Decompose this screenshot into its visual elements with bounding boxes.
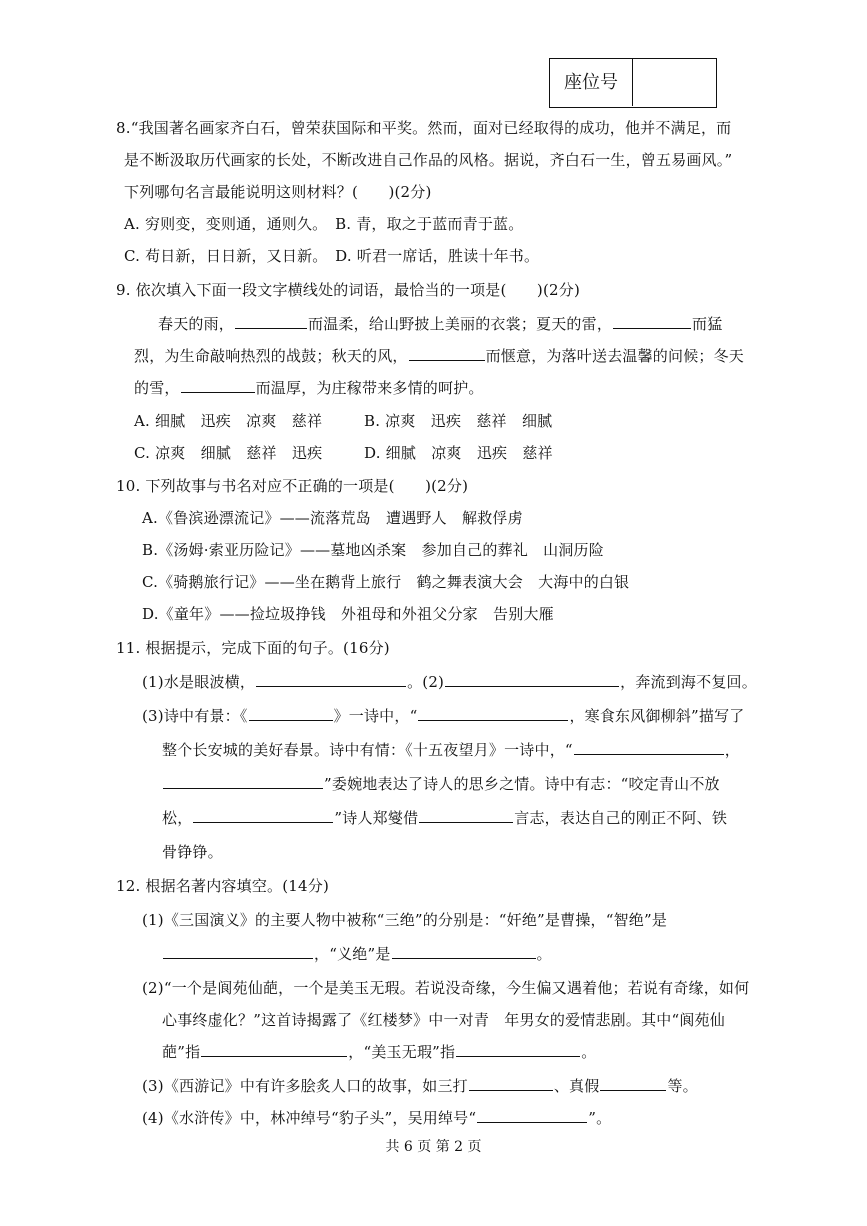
q11-blank-6[interactable] (163, 774, 323, 789)
q11-line4 (162, 774, 720, 794)
q11-blank-5[interactable] (574, 740, 724, 755)
q12-text: 等。 (667, 1077, 698, 1095)
q11-blank-4[interactable] (418, 706, 568, 721)
q12-blank-3[interactable] (201, 1042, 347, 1057)
q11-blank-2[interactable] (445, 672, 619, 687)
q10-option-c: C.《骑鹅旅行记》——坐在鹅背上旅行 鹤之舞表演大会 大海中的白银 (142, 573, 630, 591)
q10-option-b: B.《汤姆·索亚历险记》——墓地凶杀案 参加自己的葬礼 山洞历险 (142, 541, 604, 559)
q12-text: (3)《西游记》中有许多脍炙人口的故事，如三打 (142, 1077, 468, 1095)
q12-line5 (162, 1042, 596, 1062)
q11-text: ， (724, 741, 740, 759)
q9-text: 的雪， (134, 379, 180, 397)
q10-option-d: D.《童年》——捡垃圾挣钱 外祖母和外祖父分家 告别大雁 (142, 605, 554, 623)
q11-text: ，奔流到海不复回。 (620, 673, 757, 691)
q9-text: 而猛 (692, 315, 723, 333)
q10-stem: 10. 下列故事与书名对应不正确的一项是( )(2分) (116, 477, 469, 495)
q8-stem-line2: 是不断汲取历代画家的长处，不断改进自己作品的风格。据说，齐白石一生，曾五易画风。” (124, 151, 733, 169)
q9-blank-1[interactable] (235, 314, 307, 329)
q11-text: ，寒食东风御柳斜”描写了 (569, 707, 745, 725)
q12-text: 。 (581, 1043, 597, 1061)
q12-text: ”。 (588, 1109, 612, 1127)
q9-option-d: D. 细腻 凉爽 迅疾 慈祥 (364, 444, 553, 462)
q8-stem-line1: 8.“我国著名画家齐白石，曾荣获国际和平奖。然而，面对已经取得的成功，他并不满足，而 (116, 119, 732, 137)
q9-stem: 9. 依次填入下面一段文字横线处的词语，最恰当的一项是( )(2分) (116, 281, 581, 299)
q11-text: 整个长安城的美好春景。诗中有情：《十五夜望月》一诗中，“ (162, 741, 573, 759)
q8-stem-line3: 下列哪句名言最能说明这则材料？( )(2分) (124, 183, 432, 201)
q9-blank-2[interactable] (613, 314, 691, 329)
q9-text: 春天的雨， (158, 315, 235, 333)
q9-text: 烈，为生命敲响热烈的战鼓；秋天的风， (134, 347, 408, 365)
q12-text: ，“美玉无瑕”指 (348, 1043, 456, 1061)
q11-text: 松， (162, 809, 193, 827)
seat-number-label: 座位号 (550, 59, 633, 106)
q9-blank-4[interactable] (181, 378, 255, 393)
q12-blank-7[interactable] (477, 1108, 587, 1123)
q11-line6: 骨铮铮。 (162, 843, 223, 861)
seat-number-box (549, 58, 717, 108)
q12-line6 (142, 1076, 698, 1096)
q11-line5 (162, 808, 727, 828)
q11-blank-7[interactable] (193, 808, 333, 823)
q12-blank-4[interactable] (456, 1042, 580, 1057)
q12-blank-1[interactable] (163, 944, 313, 959)
q12-text: 。 (536, 945, 552, 963)
q9-option-a: A. 细腻 迅疾 凉爽 慈祥 (134, 412, 323, 430)
q11-blank-3[interactable] (249, 706, 333, 721)
q9-passage-line3 (134, 378, 484, 398)
q9-passage-line1 (158, 314, 722, 334)
q10-option-a: A.《鲁滨逊漂流记》——流落荒岛 遭遇野人 解救俘虏 (142, 509, 523, 527)
q11-blank-8[interactable] (419, 808, 513, 823)
q12-line7 (142, 1108, 611, 1128)
q9-text: 而惬意，为落叶送去温馨的问候；冬天 (485, 347, 745, 365)
q9-passage-line2 (134, 346, 744, 366)
seat-number-field[interactable] (634, 59, 714, 106)
q11-text: 言志，表达自己的刚正不阿、铁 (514, 809, 728, 827)
q12-text: 、真假 (553, 1077, 600, 1095)
q9-text: 而温厚，为庄稼带来多情的呵护。 (255, 379, 484, 397)
q12-blank-5[interactable] (469, 1076, 553, 1091)
q9-text: 而温柔，给山野披上美丽的衣裳；夏天的雷， (308, 315, 613, 333)
q11-text: (1)水是眼波横， (142, 673, 256, 691)
q12-text: 葩”指 (162, 1043, 201, 1061)
page-footer: 共 6 页 第 2 页 (385, 1139, 482, 1155)
q11-stem: 11. 根据提示，完成下面的句子。(16分) (116, 639, 390, 657)
q11-text: 。(2) (407, 673, 445, 691)
q11-text: 》一诗中，“ (333, 707, 418, 725)
q9-blank-3[interactable] (409, 346, 485, 361)
q11-text: ”诗人郑燮借 (334, 809, 419, 827)
q11-blank-1[interactable] (256, 672, 406, 687)
q12-blank-2[interactable] (392, 944, 536, 959)
q12-line3: (2)“一个是阆苑仙葩，一个是美玉无瑕。若说没奇缘，今生偏又遇着他；若说有奇缘，如何 (142, 979, 750, 997)
q12-line2 (162, 944, 552, 964)
q11-line3 (162, 740, 740, 760)
q11-line1 (142, 672, 757, 692)
q12-text: ，“义绝”是 (314, 945, 391, 963)
q12-line1: (1)《三国演义》的主要人物中被称“三绝”的分别是：“奸绝”是曹操，“智绝”是 (142, 911, 668, 929)
q12-stem: 12. 根据名著内容填空。(14分) (116, 877, 330, 895)
q12-text: (4)《水浒传》中，林冲绰号“豹子头”，吴用绰号“ (142, 1109, 477, 1127)
q8-options-ab: A. 穷则变，变则通，通则久。 B. 青，取之于蓝而青于蓝。 (124, 215, 524, 233)
q11-text: ”委婉地表达了诗人的思乡之情。诗中有志：“咬定青山不放 (324, 775, 720, 793)
q12-blank-6[interactable] (600, 1076, 666, 1091)
q9-option-c: C. 凉爽 细腻 慈祥 迅疾 (134, 444, 323, 462)
q11-line2 (142, 706, 745, 726)
q12-line4: 心事终虚化？”这首诗揭露了《红楼梦》中一对青 年男女的爱情悲剧。其中“阆苑仙 (162, 1011, 725, 1029)
q9-option-b: B. 凉爽 迅疾 慈祥 细腻 (364, 412, 553, 430)
q11-text: (3)诗中有景：《 (142, 707, 248, 725)
q8-options-cd: C. 苟日新，日日新，又日新。 D. 听君一席话，胜读十年书。 (124, 247, 540, 265)
